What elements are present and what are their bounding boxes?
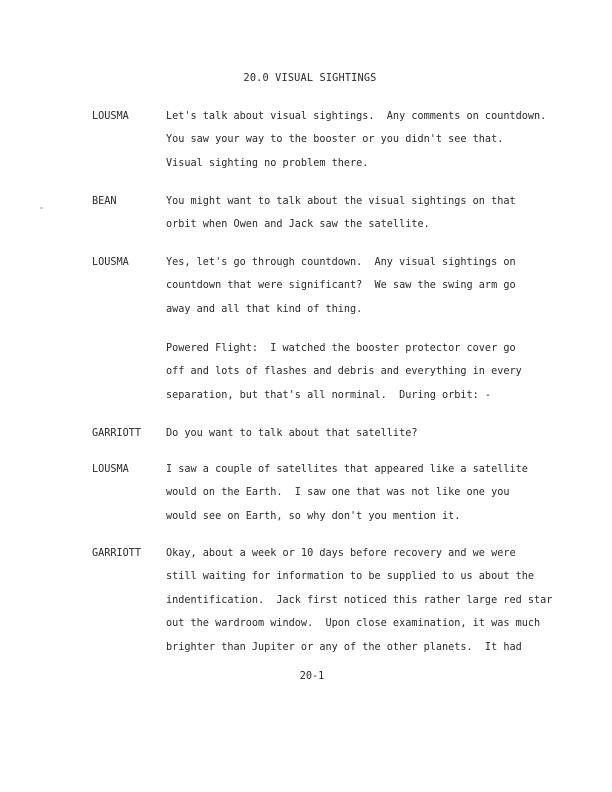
text-line: orbit when Owen and Jack saw the satellite.: [166, 219, 430, 231]
text-line: still waiting for information to be supplied to us about the: [166, 571, 535, 583]
speaker-name: BEAN: [92, 196, 117, 207]
speaker-name: GARRIOTT: [92, 548, 142, 559]
utterance: [166, 464, 586, 534]
text-line: Okay, about a week or 10 days before recovery and we were: [166, 548, 516, 559]
utterance: [166, 343, 586, 413]
text-line: Let's talk about visual sightings. Any comments on countdown.: [166, 111, 547, 122]
utterance: [166, 548, 586, 665]
text-line: off and lots of flashes and debris and everything in every: [166, 366, 522, 378]
text-line: would see on Earth, so why don't you mention it.: [166, 510, 461, 522]
page-title: 20.0 VISUAL SIGHTINGS: [243, 73, 377, 84]
text-line: would on the Earth. I saw one that was not like one you: [166, 487, 510, 499]
speaker-name: LOUSMA: [92, 257, 129, 268]
text-line: Do you want to talk about that satellite?: [166, 428, 418, 439]
utterance: [166, 428, 586, 451]
utterance: [166, 257, 586, 327]
page-number: 20-1: [299, 671, 325, 682]
scan-mark: [40, 207, 43, 209]
text-line: Yes, let's go through countdown. Any visual sightings on: [166, 257, 516, 268]
speaker-name: GARRIOTT: [92, 428, 142, 439]
text-line: You might want to talk about the visual sightings on that: [166, 196, 516, 207]
utterance: [166, 196, 586, 243]
text-line: separation, but that's all norminal. During orbit: -: [166, 389, 492, 401]
text-line: indentification. Jack first noticed this rather large red star: [166, 594, 553, 606]
speaker-name: LOUSMA: [92, 111, 129, 122]
text-line: brighter than Jupiter or any of the other planets. It had: [166, 641, 522, 653]
text-line: Powered Flight: I watched the booster protector cover go: [166, 343, 516, 354]
text-line: Visual sighting no problem there.: [166, 157, 369, 169]
text-line: away and all that kind of thing.: [166, 303, 363, 315]
utterance: [166, 111, 586, 181]
text-line: countdown that were significant? We saw the swing arm go: [166, 280, 516, 292]
text-line: out the wardroom window. Upon close examination, it was much: [166, 618, 541, 630]
text-line: I saw a couple of satellites that appeared like a satellite: [166, 464, 528, 475]
speaker-name: LOUSMA: [92, 464, 129, 475]
text-line: You saw your way to the booster or you didn't see that.: [166, 134, 504, 146]
